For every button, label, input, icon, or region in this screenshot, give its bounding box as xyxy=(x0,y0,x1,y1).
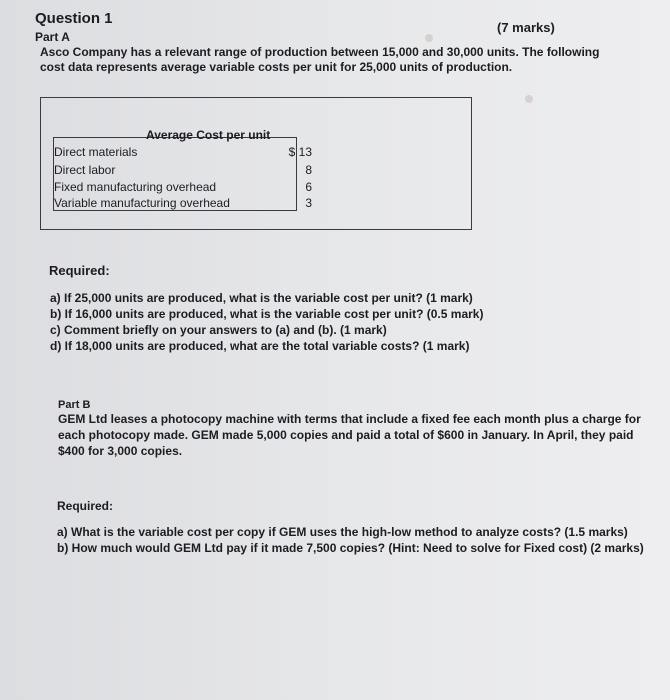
intro-line-2: cost data represents average variable costs per unit for 25,000 units of production. xyxy=(40,60,513,74)
part-a-required-item-a: a) If 25,000 units are produced, what is the variable cost per unit? (1 mark) xyxy=(50,291,473,305)
part-a-required-heading: Required: xyxy=(49,263,110,278)
part-a-intro xyxy=(40,45,640,75)
paper-smudge xyxy=(525,95,533,103)
part-b-required-item-b: b) How much would GEM Ltd pay if it made 7,500 copies? (Hint: Need to solve for Fixed cost) (2 marks) xyxy=(57,541,644,555)
part-b-label: Part B xyxy=(58,399,91,411)
cost-row-label: Direct materials xyxy=(54,145,138,159)
paper-smudge xyxy=(425,34,433,42)
question-marks: (7 marks) xyxy=(497,20,555,35)
part-a-required-item-c: c) Comment briefly on your answers to (a) and (b). (1 mark) xyxy=(50,323,387,337)
question-title: Question 1 xyxy=(35,10,113,27)
part-b-line-1: GEM Ltd leases a photocopy machine with terms that include a fixed fee each month plus a charge for xyxy=(58,412,641,426)
part-b-line-3: $400 for 3,000 copies. xyxy=(58,444,183,458)
intro-line-1: Asco Company has a relevant range of production between 15,000 and 30,000 units. The following xyxy=(40,45,600,59)
cost-row-value: 6 xyxy=(305,180,312,194)
cost-table-header: Average Cost per unit xyxy=(146,128,271,142)
cost-row-value: 3 xyxy=(305,196,312,210)
part-b-required-heading: Required: xyxy=(57,499,114,513)
cost-row-label: Direct labor xyxy=(54,163,116,177)
cost-row-label: Variable manufacturing overhead xyxy=(54,196,230,210)
part-a-required-item-b: b) If 16,000 units are produced, what is the variable cost per unit? (0.5 mark) xyxy=(50,307,484,321)
part-a-required-item-d: d) If 18,000 units are produced, what are the total variable costs? (1 mark) xyxy=(50,339,470,353)
cost-row-label: Fixed manufacturing overhead xyxy=(54,180,217,194)
part-b-required-item-a: a) What is the variable cost per copy if GEM uses the high-low method to analyze costs? (1.5 marks) xyxy=(57,525,628,539)
cost-row-value: $ 13 xyxy=(288,145,312,159)
part-b-line-2: each photocopy made. GEM made 5,000 copies and paid a total of $600 in January. In April, they paid xyxy=(58,428,634,442)
part-a-label: Part A xyxy=(35,30,70,44)
cost-row-value: 8 xyxy=(305,163,312,177)
